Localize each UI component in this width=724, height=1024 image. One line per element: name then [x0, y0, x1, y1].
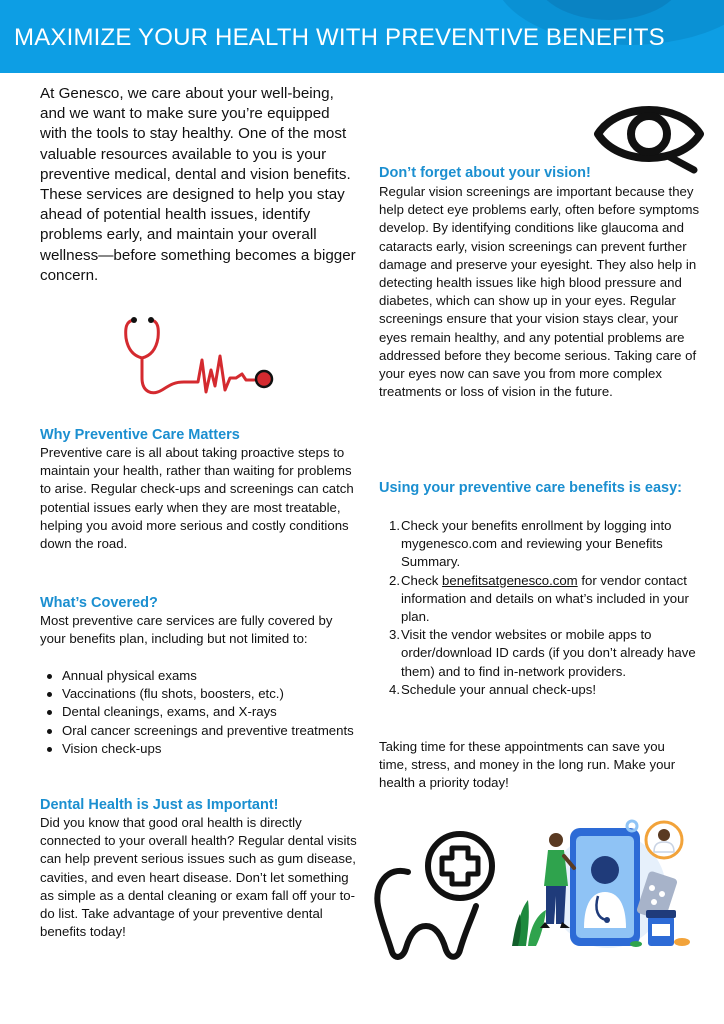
stethoscope-heartbeat-icon	[118, 312, 283, 402]
tooth-cross-icon	[370, 826, 520, 961]
list-item: 1. Check your benefits enrollment by logging into mygenesco.com and reviewing your Benefits Summary.	[389, 518, 672, 570]
eye-icon	[592, 96, 706, 174]
why-body: Preventive care is all about taking proactive steps to maintain your health, rather than waiting for problems to arise. Regular check-ups and screenings can catch potential issues early when they are most treatable, helping you avoid more serious and costly conditions down the road.	[40, 445, 354, 552]
header-banner	[0, 0, 724, 73]
dental-heading: Dental Health is Just as Important!	[40, 797, 279, 813]
phone-telehealth-illustration	[512, 818, 698, 950]
vision-heading: Don’t forget about your vision!	[379, 165, 591, 181]
vision-body: Regular vision screenings are important because they help detect eye problems early, often before symptoms develop. By identifying conditions like glaucoma and cataracts early, vision screenings can prevent further damage and preserve your eyesight. They also help in detecting health issues like high blood pressure and diabetes, which can show up in your eyes. Regular screenings ensure that your vision stays clear, your eyes remain healthy, and any potential problems are addressed before they become serious. Taking care of your eyes now can save you from more complex treatments or loss of vision in the future.	[379, 184, 700, 400]
covered-list	[40, 667, 360, 758]
list-item: Vaccinations (flu shots, boosters, etc.)	[62, 685, 360, 703]
closing-paragraph: Taking time for these appointments can save you time, stress, and money in the long run. Make your health a priority today!	[379, 739, 676, 791]
intro-paragraph: At Genesco, we care about your well-being, and we want to make sure you’re equipped with the tools to stay healthy. One of the most valuable resources available to you is your preventive medical, dental and vision benefits. These services are designed to help you stay ahead of potential health issues, identify problems early, and maintain your overall wellness—before something becomes a bigger concern.	[40, 85, 356, 284]
list-item: Vision check-ups	[62, 740, 360, 758]
dental-body: Did you know that good oral health is directly connected to your overall health? Regular dental visits can help prevent serious issues such as gum disease, cavities, and even heart disease. Don’t let something as simple as a dental cleaning or exam fall off your to-do list. Take advantage of your preventive dental benefits today!	[40, 815, 357, 940]
steps-list	[379, 517, 704, 699]
covered-body: Most preventive care services are fully covered by your benefits plan, including but not limited to:	[40, 613, 333, 647]
list-item: Oral cancer screenings and preventive treatments	[62, 722, 360, 740]
list-item: Dental cleanings, exams, and X-rays	[62, 703, 360, 721]
benefits-link[interactable]: benefitsatgenesco.com	[442, 572, 578, 588]
why-heading: Why Preventive Care Matters	[40, 427, 240, 443]
list-item: 3. Visit the vendor websites or mobile apps to order/download ID cards (if you don’t already have them) and to find in-network providers.	[389, 627, 696, 679]
covered-heading: What’s Covered?	[40, 595, 158, 611]
list-item: Annual physical exams	[62, 667, 360, 685]
using-heading: Using your preventive care benefits is easy:	[379, 480, 683, 496]
page-title: MAXIMIZE YOUR HEALTH WITH PREVENTIVE BENEFITS	[14, 24, 665, 51]
list-item: 2. Check benefitsatgenesco.com for vendor contact information and details on what’s included in your plan.	[389, 572, 689, 625]
list-item: 4. Schedule your annual check-ups!	[389, 681, 597, 697]
